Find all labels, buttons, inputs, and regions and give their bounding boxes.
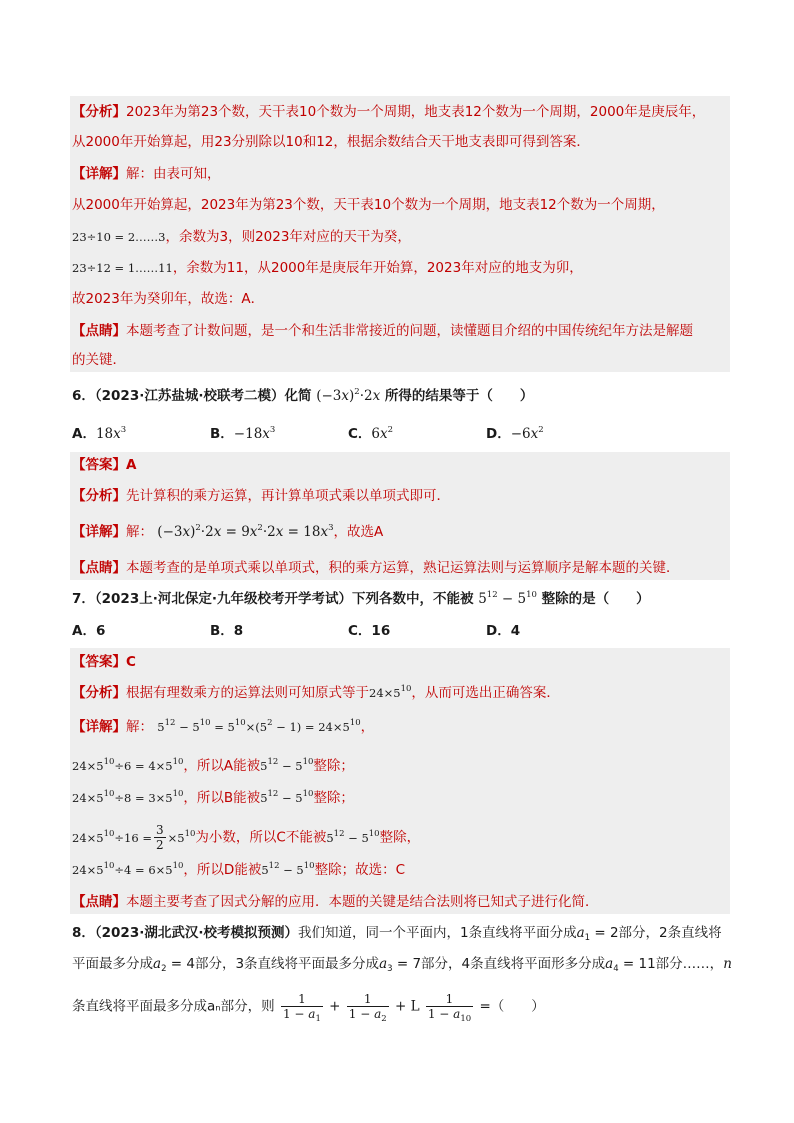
q6-stem: 6．（2023·江苏盐城·校联考二模）化简 $(-3x)^2\cdot 2x$ 所得的结果等于（ ） (72, 387, 534, 404)
q5-detail-line-2: 从2000年开始算起，2023年为第23个数，天干表10个数为一个周期，地支表12个数为一个周期， (72, 197, 665, 213)
fraction-1: $\frac{1}{1 - a_1}$ (282, 992, 321, 1024)
q7-analysis-expression: $24\times 5^{10}$ (369, 684, 412, 700)
q6-detail-expression: $(-3x)^2\cdot 2x = 9x^2\cdot 2x = 18x^3$ (157, 523, 334, 540)
q7-analysis: 【分析】根据有理数乘方的运算法则可知原式等于$24\times 5^{10}$，从而可选出正确答案． (72, 684, 560, 701)
q5-analysis-line-1: 【分析】2023年为第23个数，天干表10个数为一个周期，地支表12个数为一个周期，2000年是庚辰年， (72, 104, 706, 120)
q7-detail: 【详解】解： $5^{12} - 5^{10} = 5^{10}\times(5^2 - 1) = 24\times 5^{10}$， (72, 718, 375, 735)
q7-detail-expression: $5^{12} - 5^{10} = 5^{10}\times(5^2 - 1) = 24\times 5^{10}$ (157, 718, 361, 734)
q5-detail-line-5: 故2023年为癸卯年，故选：A． (72, 291, 265, 307)
q7-option-a[interactable]: A．6 (72, 623, 106, 639)
fraction-10: $\frac{1}{1 - a_{10}}$ (427, 992, 472, 1024)
q7-stem-expression: $5^{12} - 5^{10}$ (478, 590, 537, 607)
q6-stem-expression: $(-3x)^2\cdot 2x$ (316, 387, 381, 404)
fraction-2: $\frac{1}{1 - a_2}$ (348, 992, 387, 1024)
q7-option-c[interactable]: C．16 (348, 623, 391, 639)
q8-stem-line-2: 平面最多分成$a_2 = 4$部分，3条直线将平面最多分成$a_3 = 7$部分，4条直线将平面形多分成$a_4 = 11$部分……，n (72, 956, 732, 974)
q6-comment: 【点睛】本题考查的是单项式乘以单项式，积的乘方运算，熟记运算法则与运算顺序是解本题的关键． (72, 560, 680, 576)
q5-detail-line-3: 23÷10 = 2……3，余数为3，则2023年对应的天干为癸， (72, 229, 411, 245)
q5-detail-line-4: 23÷12 = 1……11，余数为11，从2000年是庚辰年开始算，2023年对应的地支为卯， (72, 260, 583, 276)
q7-detail-line-d: $24\times 5^{10}\div 4 = 6\times 5^{10}$，所以D能被$5^{12} - 5^{10}$整除；故选：C (72, 861, 406, 878)
q7-stem: 7．（2023上·河北保定·九年级校考开学考试）下列各数中，不能被 $5^{12} - 5^{10}$ 整除的是（ ） (72, 590, 650, 607)
q6-detail: 【详解】解： $(-3x)^2\cdot 2x = 9x^2\cdot 2x = 18x^3$，故选A (72, 523, 384, 540)
q8-stem-line-3: 条直线将平面最多分成aₙ部分，则 $\frac{1}{1 - a_1}$ + $\frac{1}{1 - a_2}$ + L $\frac{1}{1 - a_{10}}$ =（ ） (72, 992, 545, 1024)
fraction-three-halves: $\frac{3}{2}$ (155, 823, 164, 852)
q6-option-a[interactable]: A．$18x^3$ (72, 425, 127, 442)
q7-answer: 【答案】C (72, 654, 136, 670)
q5-analysis-line-2: 从2000年开始算起，用23分别除以10和12，根据余数结合天干地支表即可得到答案． (72, 134, 590, 150)
q7-detail-line-b: $24\times 5^{10}\div 8 = 3\times 5^{10}$，所以B能被$5^{12} - 5^{10}$整除； (72, 789, 354, 806)
q7-option-b[interactable]: B．8 (210, 623, 244, 639)
q6-answer: 【答案】A (72, 457, 137, 473)
q5-comment-line-2: 的关键． (72, 352, 126, 368)
q6-option-c[interactable]: C．$6x^2$ (348, 425, 394, 442)
q7-comment: 【点睛】本题主要考查了因式分解的应用．本题的关键是结合法则将已知式子进行化简． (72, 894, 599, 910)
q7-detail-line-c: $24\times 5^{10}\div 16$ = $\frac{3}{2}$ $\times 5^{10}$为小数，所以C不能被$5^{12} - 5^{10}$整除， (72, 823, 421, 852)
q8-stem-line-1: 8．（2023·湖北武汉·校考模拟预测）我们知道，同一个平面内，1条直线将平面分成$a_1 = 2$部分，2条直线将 (72, 925, 722, 943)
q6-option-d[interactable]: D．$-6x^2$ (486, 425, 544, 442)
q5-comment-line-1: 【点睛】本题考查了计数问题，是一个和生活非常接近的问题，读懂题目介绍的中国传统纪年方法是解题 (72, 323, 693, 339)
q7-option-d[interactable]: D．4 (486, 623, 521, 639)
q6-analysis: 【分析】先计算积的乘方运算，再计算单项式乘以单项式即可． (72, 488, 450, 504)
q5-detail-line-1: 【详解】解：由表可知， (72, 166, 221, 182)
q6-option-b[interactable]: B．$-18x^3$ (210, 425, 276, 442)
q7-detail-line-a: $24\times 5^{10}\div 6 = 4\times 5^{10}$，所以A能被$5^{12} - 5^{10}$整除； (72, 757, 354, 774)
